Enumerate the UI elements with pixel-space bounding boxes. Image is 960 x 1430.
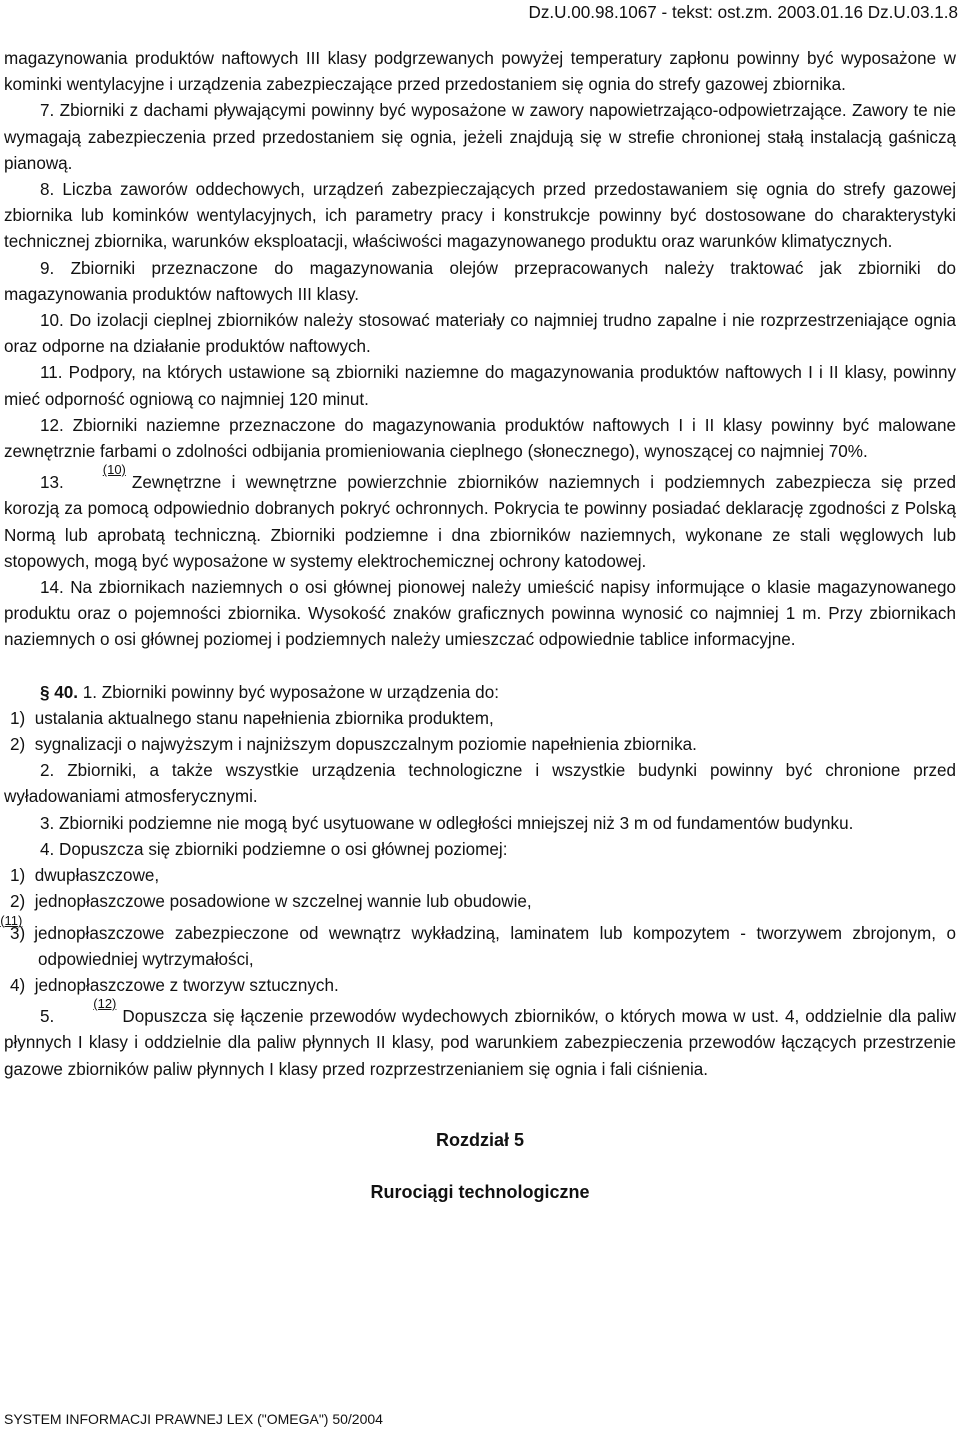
- section-40-p1-text: 1. Zbiorniki powinny być wyposażone w urządzenia do:: [82, 682, 499, 702]
- list-item-text: sygnalizacji o najwyższym i najniższym dopuszczalnym poziomie napełnienia zbiornika.: [34, 735, 697, 755]
- paragraph-8: 8. Liczba zaworów oddechowych, urządzeń zabezpieczających przed przedostawaniem się ognia do strefy gazowej zbiornika lub kominków wentylacyjnych, ich parametry pracy i konstrukcje powinny być dostosowane do charakterystyki technicznej zbiornika, warunków eksploatacji, właściwości magazynowanego produktu oraz warunków klimatycznych.: [4, 180, 956, 252]
- section-40-paragraph-4: 4. Dopuszcza się zbiorniki podziemne o osi głównej poziomej:: [40, 839, 508, 859]
- list-item-text: dwupłaszczowe,: [34, 866, 160, 886]
- section-40-list-1: [4, 706, 956, 758]
- section-40-paragraph-5: [4, 996, 956, 1083]
- section-40-label: § 40.: [40, 682, 79, 702]
- list-item-text: jednopłaszczowe zabezpieczone od wewnątrz wykładziną, laminatem lub kompozytem - tworzywem zbrojonym, o odpowiedniej wytrzymałości,: [34, 923, 956, 969]
- chapter-title: Rurociągi technologiczne: [370, 1181, 590, 1202]
- section-40-p5-text: Dopuszcza się łączenie przewodów wydechowych zbiorników, o których mowa w ust. 4, oddzielnie dla paliw płynnych I klasy i oddzielnie dla paliw płynnych II klasy, pod warunkiem zabezpieczenia przewodów łączących przestrzenie gazowe zbiorników paliw płynnych I klasy przed rozprzestrzenianiem się ognia i fali ciśnienia.: [4, 1007, 956, 1079]
- document-header: Dz.U.00.98.1067 - tekst: ost.zm. 2003.01.16 Dz.U.03.1.8: [528, 3, 958, 22]
- list-item-number: 1): [10, 708, 26, 728]
- list-item-number: 2): [10, 735, 26, 755]
- list-item: [4, 863, 956, 889]
- section-40-list-4: [0, 863, 956, 999]
- paragraph-10: 10. Do izolacji cieplnej zbiorników należy stosować materiały co najmniej trudno zapalne i nie rozprzestrzeniające ognia oraz odporne na działanie produktów naftowych.: [4, 311, 956, 357]
- footnote-ref-12[interactable]: (12): [93, 996, 117, 1012]
- document-body: [0, 46, 956, 1205]
- document-footer: SYSTEM INFORMACJI PRAWNEJ LEX ("OMEGA") 50/2004: [4, 1411, 383, 1427]
- list-item-number: 4): [10, 975, 26, 995]
- paragraph-9: 9. Zbiorniki przeznaczone do magazynowania olejów przepracowanych należy traktować jak zbiorniki do magazynowania produktów naftowych III klasy.: [4, 258, 956, 304]
- spacer: [4, 1083, 956, 1127]
- list-item-number: 1): [10, 866, 26, 886]
- list-item: [4, 706, 956, 732]
- spacer: [4, 654, 956, 680]
- list-item: [4, 889, 956, 915]
- list-item-number: 2): [10, 892, 26, 912]
- list-item-text: jednopłaszczowe z tworzyw sztucznych.: [34, 975, 339, 995]
- list-item-text: jednopłaszczowe posadowione w szczelnej wannie lub obudowie,: [34, 892, 532, 912]
- section-40-paragraph-1: [4, 680, 956, 706]
- chapter-number: Rozdział 5: [435, 1129, 524, 1150]
- paragraph-13: [4, 462, 956, 575]
- list-item: [4, 732, 956, 758]
- paragraph-12: 12. Zbiorniki naziemne przeznaczone do magazynowania produktów naftowych I i II klasy powinny być malowane zewnętrznie farbami o zdolności odbijania promieniowania cieplnego (słonecznego), wynoszącej co najmniej 70%.: [4, 415, 956, 462]
- section-40-p5-number: 5.: [40, 1007, 55, 1027]
- footnote-ref-10[interactable]: (10): [102, 462, 126, 478]
- paragraph-13-text: Zewnętrzne i wewnętrzne powierzchnie zbiorników naziemnych i podziemnych zabezpiecza się przed korozją za pomocą odpowiednio dobranych pokryć ochronnych. Pokrycia te powinny posiadać deklarację zgodności z Polską Normą lub aprobatą techniczną. Zbiorniki podziemne i dna zbiorników naziemnych, wykonane ze stali węglowych lub stopowych, mogą być wyposażone w systemy elektrochemicznej ochrony katodowej.: [4, 473, 956, 571]
- paragraph-7: 7. Zbiorniki z dachami pływającymi powinny być wyposażone w zawory napowietrzająco-odpowietrzające. Zawory te nie wymagają zabezpieczenia przed przedostaniem się ognia, jeżeli znajdują się w strefie chronionej stałą instalacją gaśniczą pianową.: [4, 101, 956, 173]
- list-item: [4, 973, 956, 999]
- list-item: 3)(11)jednopłaszczowe zabezpieczone od wewnątrz wykładziną, laminatem lub kompozytem - tworzywem zbrojonym, o odpowiedniej wytrzymałości,: [0, 912, 956, 969]
- paragraph-11: 11. Podpory, na których ustawione są zbiorniki naziemne do magazynowania produktów naftowych I i II klasy, powinny mieć odporność ogniową co najmniej 120 minut.: [4, 363, 956, 409]
- paragraph-continuation: magazynowania produktów naftowych III klasy podgrzewanych powyżej temperatury zapłonu powinny być wyposażone w kominki wentylacyjne i urządzenia zabezpieczające przed przedostaniem się ognia do strefy gazowej zbiornika.: [4, 49, 956, 95]
- list-item-text: ustalania aktualnego stanu napełnienia zbiornika produktem,: [34, 708, 494, 728]
- list-item-number: 3): [10, 923, 26, 943]
- paragraph-13-number: 13.: [40, 473, 64, 493]
- paragraph-14: 14. Na zbiornikach naziemnych o osi głównej pionowej należy umieścić napisy informujące o klasie magazynowanego produktu oraz o pojemności zbiornika. Wysokość znaków graficznych powinna wynosić co najmniej 1 m. Przy zbiornikach naziemnych o osi głównej poziomej i podziemnych należy umieszczać odpowiednie tablice informacyjne.: [4, 578, 956, 650]
- section-40-paragraph-2: 2. Zbiorniki, a także wszystkie urządzenia technologiczne i wszystkie budynki powinny być chronione przed wyładowaniami atmosferycznymi.: [4, 761, 956, 807]
- spacer: [4, 1153, 956, 1179]
- section-40-paragraph-3: 3. Zbiorniki podziemne nie mogą być usytuowane w odległości mniejszej niż 3 m od fundamentów budynku.: [40, 813, 854, 833]
